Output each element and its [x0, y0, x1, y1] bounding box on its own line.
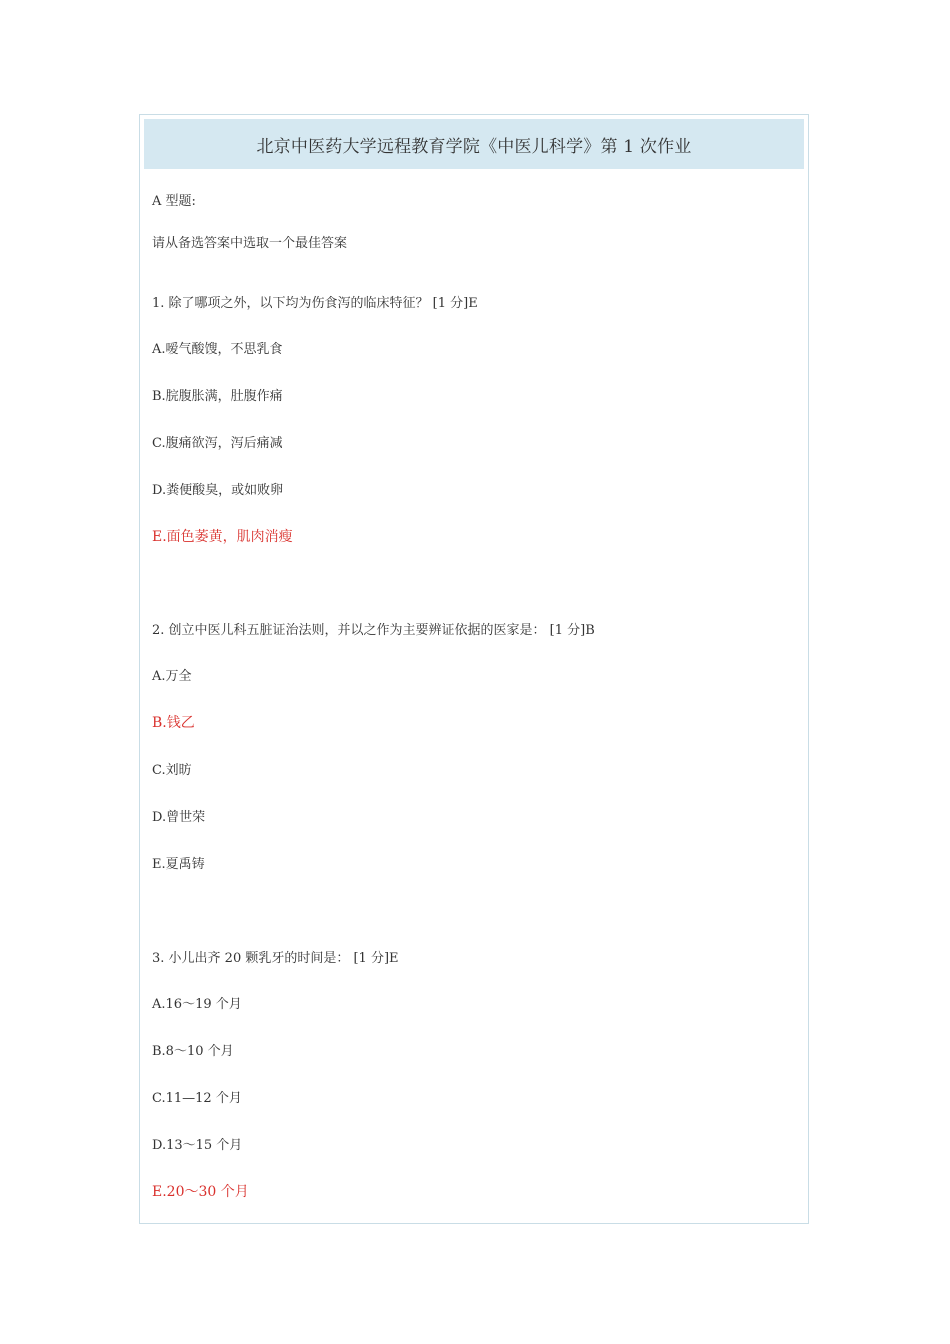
- question-1-option-a: A.嗳气酸馊，不思乳食: [152, 342, 283, 357]
- question-1-option-c: C.腹痛欲泻，泻后痛减: [152, 436, 283, 451]
- question-2-option-a: A.万全: [152, 669, 192, 684]
- assignment-frame: [139, 114, 809, 1224]
- question-3-option-b: B.8～10 个月: [152, 1044, 234, 1059]
- question-1-option-e-correct: E.面色萎黄，肌肉消瘦: [152, 529, 293, 545]
- question-2-text: 2. 创立中医儿科五脏证治法则，并以之作为主要辨证依据的医家是： [1 分]B: [152, 623, 595, 638]
- instruction-text: 请从备选答案中选取一个最佳答案: [152, 236, 348, 251]
- title-bar: [144, 119, 804, 169]
- question-1-text: 1. 除了哪项之外，以下均为伤食泻的临床特征？ [1 分]E: [152, 296, 478, 311]
- question-type-label: A 型题:: [152, 194, 196, 209]
- question-1-option-b: B.脘腹胀满，肚腹作痛: [152, 389, 283, 404]
- question-3-option-c: C.11—12 个月: [152, 1091, 242, 1106]
- question-3-option-d: D.13～15 个月: [152, 1138, 243, 1153]
- question-3-text: 3. 小儿出齐 20 颗乳牙的时间是： [1 分]E: [152, 951, 399, 966]
- question-2-option-d: D.曾世荣: [152, 810, 206, 825]
- question-2-option-e: E.夏禹铸: [152, 857, 205, 872]
- question-2-option-c: C.刘昉: [152, 763, 192, 778]
- question-3-option-e-correct: E.20～30 个月: [152, 1184, 249, 1200]
- page-title: 北京中医药大学远程教育学院《中医儿科学》第 1 次作业: [256, 136, 692, 157]
- question-2-option-b-correct: B.钱乙: [152, 715, 195, 731]
- question-3-option-a: A.16～19 个月: [152, 997, 242, 1012]
- question-1-option-d: D.粪便酸臭，或如败卵: [152, 483, 284, 498]
